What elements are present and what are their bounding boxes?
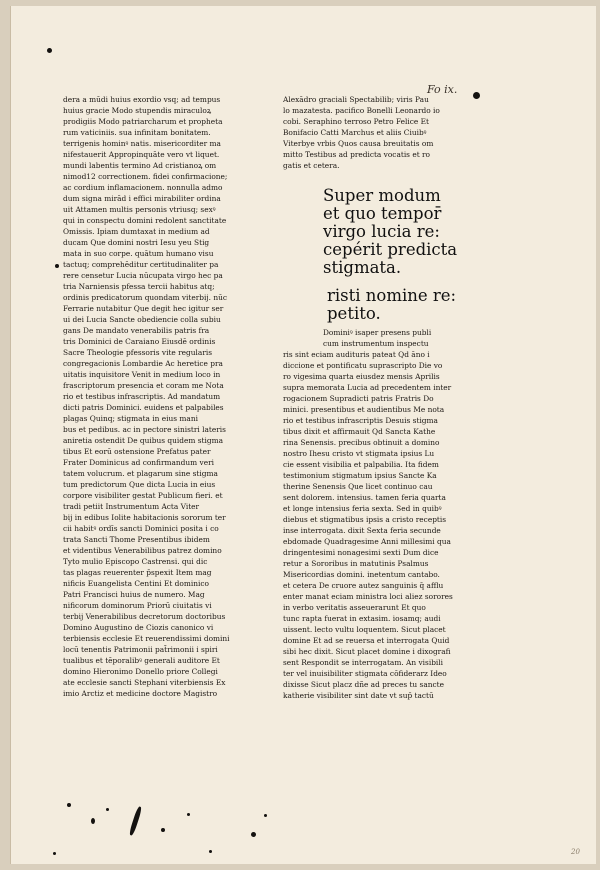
text-line: cie essent visibilia et palpabilia. Ita fidem (283, 460, 439, 469)
ink-blot (53, 852, 56, 855)
text-line: Domino Augustino de Ciozis canonico vi (63, 623, 214, 632)
text-line: uit Attamen multis personis vtriusq; sexꝰ (63, 205, 216, 214)
text-line: therine Senensis Que licet continuo cau (283, 482, 433, 491)
heading-line: et quo tempor̄ (323, 204, 442, 223)
text-line: nificis Euangelista Centini Et dominico (63, 579, 209, 588)
text-line: Bonifacio Catti Marchus et aliis Ciuibꝰ (283, 128, 427, 137)
text-line: rio et testibus infrascriptis Desuis stigma (283, 416, 438, 425)
text-line: dum signa mirād i effici mirabiliter ordina (63, 194, 221, 203)
text-line: bij in edibus Iolite habitacionis sororum ter (63, 513, 226, 522)
ink-blot (47, 48, 52, 53)
text-line: mundi labentis termino Ad cristianoꝝ om (63, 161, 217, 170)
text-line: dringentesimi nonagesimi sexti Dum dice (283, 548, 439, 557)
text-line: retur a Sororibus in matutinis Psalmus (283, 559, 429, 568)
text-line: tria Narniensis pfessa tercii habitus atq; (63, 282, 215, 291)
text-line: Ferrarie nutabitur Que degit hec igitur ser (63, 304, 224, 313)
text-line: rum vaticiniis. sua infinitam bonitatem. (63, 128, 211, 137)
text-line: uissent. lecto vultu loquentem. Sicut placet (283, 625, 446, 634)
text-line: nimod12 correctionem. fidei confirmacione; (63, 172, 228, 181)
text-line: sibi hec dixit. Sicut placet domine i dixografi (283, 647, 451, 656)
heading-line: cepérit predicta (323, 240, 458, 259)
text-line: ducam Que domini nostri Iesu yeu Stig (63, 238, 210, 247)
text-line: mata in suo corpe. quātum humano visu (63, 249, 214, 258)
text-line: enter manat eciam ministra loci aliez sorores (283, 592, 453, 601)
text-line: et videntibus Venerabilibus patrez domino (63, 546, 222, 555)
text-line: Viterbye vrbis Quos causa breuitatis om (283, 139, 434, 148)
text-line: uitatis inquisitore Venit in medium loco in (63, 370, 221, 379)
text-line: cii habitꝰ ordīs sancti Dominici posita i co (63, 524, 219, 533)
text-line: tibus dixit et affirmauit Qd Sancta Kathe (283, 427, 436, 436)
text-line: Frater Dominicus ad confirmandum veri (63, 458, 214, 467)
text-line: Omissis. Ipiam dumtaxat in medium ad (63, 227, 210, 236)
ink-blot (251, 832, 256, 837)
ink-stroke (128, 806, 142, 836)
text-line: tris Dominici de Caraiano Eiusdē ordinis (63, 337, 216, 346)
text-line: tas plagas reuerenter p̄spexit Item mag (63, 568, 212, 577)
text-line: katherie visibiliter sint date vt sup̄ tactū (283, 691, 434, 700)
text-line: mitto Testibus ad predicta vocatis et ro (283, 150, 431, 159)
text-line: ebdomade Quadragesime Anni millesimi qua (283, 537, 451, 546)
text-line: supra memorata Lucia ad precedentem inter (283, 383, 452, 392)
text-line: Misericordias domini. inetentum cantabo. (283, 570, 440, 579)
text-line: frascriptorum presencia et coram me Nota (63, 381, 224, 390)
heading-line: Super modum (323, 186, 441, 205)
text-line: tunc rapta fuerat in extasim. iosamq; audi (283, 614, 441, 623)
document-page (10, 6, 596, 864)
text-line: Patri Francisci huius de numero. Mag (63, 590, 205, 599)
text-line: terrigenis hominꝰ natis. misericorditer ma (63, 139, 221, 148)
text-line: nificorum dominorum Priorū ciuitatis vi (63, 601, 212, 610)
text-line: tum predictorum Que dicta Lucia in eius (63, 480, 216, 489)
invocation-heading (327, 287, 478, 323)
text-line: rina Senensis. precibus obtinuit a domino (283, 438, 440, 447)
heading-line: petito. (327, 304, 381, 323)
text-line: domino Hieronimo Donello priore Collegi (63, 667, 218, 676)
text-line: in verbo veritatis asseuerarunt Et quo (283, 603, 426, 612)
ink-blot (209, 850, 212, 853)
text-line: tualibus et tēporalibꝰ generali auditore Et (63, 656, 220, 665)
testimony-text (283, 327, 478, 701)
ink-blot (91, 818, 95, 824)
text-line: rio et testibus infrascriptis. Ad mandatum (63, 392, 221, 401)
text-line: locū tenentis Patrimonii pat̄rimonii i spiri (63, 645, 218, 654)
section-heading (323, 187, 478, 277)
text-line: tradi petiit Instrumentum Acta Viter (63, 502, 200, 511)
text-line: dera a mūdi huius exordio vsq; ad tempus (63, 95, 221, 104)
witness-list-text (283, 94, 478, 171)
text-line: inse interrogata. dixit Sexta feria secunde (283, 526, 441, 535)
text-line: imio Arctiz et medicine doctore Magistro (63, 689, 218, 698)
text-line: aniretia ostendit De quibus quidem stigma (63, 436, 224, 445)
text-line: Alexādro graciali Spectabilib; viris Pau (283, 95, 429, 104)
heading-line: virgo lucia re: (323, 222, 440, 241)
text-line: et longe intensius feria sexta. Sed in quibꝰ (283, 504, 442, 513)
text-line: tibus Et eorū ostensione Prefatus pater (63, 447, 211, 456)
ink-blot (264, 814, 267, 817)
text-line: terbiensis ecclesie Et reuerendissimi domini (63, 634, 230, 643)
text-line: ter vel inuisibiliter stigmata cōfiderarz Ideo (283, 669, 447, 678)
text-line: qui in conspectu domini redolent sanctitate (63, 216, 227, 225)
text-line: cum instrumentum inspectu (323, 339, 429, 348)
text-line: ordinis predicatorum quondam viterbij. nūc (63, 293, 228, 302)
text-line: dicti patris Dominici. euidens et palpabiles (63, 403, 224, 412)
text-line: ro vigesima quarta eiusdez mensis Aprilis (283, 372, 440, 381)
text-line: Dominiꝰ isaper presens publi (323, 328, 432, 337)
text-line: ris sint eciam audituris pateat Qd āno i (283, 350, 430, 359)
folio-number: Fo ix. (427, 83, 458, 96)
text-line: ac cordium inflamacionem. nonnulla admo (63, 183, 223, 192)
text-line: cobi. Seraphino terroso Petro Felice Et (283, 117, 429, 126)
text-line: Tyto mulio Episcopo Castrensi. qui dic (63, 557, 208, 566)
text-line: sent Respondit se interrogatam. An visibili (283, 658, 444, 667)
text-line: sent dolorem. intensius. tamen feria quarta (283, 493, 446, 502)
text-line: Sacre Theologie pfessoris vite regularis (63, 348, 213, 357)
text-line: tatem volucrum. et plagarum sine stigma (63, 469, 218, 478)
text-line: tactuq; comprehēditur certitudinaliter pa (63, 260, 219, 269)
text-line: prodigiis Modo patriarcharum et propheta (63, 117, 223, 126)
text-line: bus et pedibus. ac in pectore sinistri lateris (63, 425, 226, 434)
ink-blot (161, 828, 165, 832)
ink-blot (106, 808, 109, 811)
heading-line: stigmata. (323, 258, 402, 277)
text-line: ui dei Lucia Sancte obediencie colla subiu (63, 315, 221, 324)
text-line: dixisse Sicut placz dñe ad preces tu sancte (283, 680, 444, 689)
text-line: huius gracie Modo stupendis miraculoꝝ (63, 106, 212, 115)
text-line: nostro Ihesu cristo vt stigmata ipsius Lu (283, 449, 435, 458)
ink-blot (67, 803, 71, 807)
text-line: domine Et ad se reuersa et interrogata Quid (283, 636, 450, 645)
text-line: testimonium stigmatum ipsius Sancte Ka (283, 471, 437, 480)
ink-blot (55, 264, 59, 268)
text-line: ate ecclesie sancti Stephani viterbiensis Ex (63, 678, 226, 687)
ink-blot (473, 92, 480, 99)
text-line: terbij Venerabilibus decretorum doctoribus (63, 612, 226, 621)
text-line: rogacionem Supradicti patris Fratris Do (283, 394, 434, 403)
text-line: lo mazatesta. pacifico Bonelli Leonardo io (283, 106, 440, 115)
heading-line: risti nomine re: (327, 286, 457, 305)
text-line: corpore visibiliter gestat Publicum fieri. et (63, 491, 223, 500)
text-line: plagas Quinq; stigmata in eius mani (63, 414, 198, 423)
text-line: nifestauerit Appropinquāte vero vt liquet. (63, 150, 220, 159)
ink-blot (187, 813, 190, 816)
text-line: gatis et cetera. (283, 161, 340, 170)
text-line: et cetera De cruore autez sanguinis q̄ afflu (283, 581, 444, 590)
text-line: minici. presentibus et audientibus Me nota (283, 405, 445, 414)
text-line: rere censetur Lucia nūcupata virgo hec pa (63, 271, 223, 280)
text-line: diebus et stigmatibus ipsis a cristo receptis (283, 515, 447, 524)
left-text-column (63, 94, 270, 699)
text-line: trata Sancti Thome Presentibus ibidem (63, 535, 210, 544)
text-line: gans De mandato venerabilis patris fra (63, 326, 210, 335)
text-line: congregacionis Lombardie Ac heretice pra (63, 359, 223, 368)
text-line: diccione et pontificatu suprascripto Die vo (283, 361, 443, 370)
right-text-column (283, 94, 478, 701)
margin-note: 20 (571, 848, 580, 856)
